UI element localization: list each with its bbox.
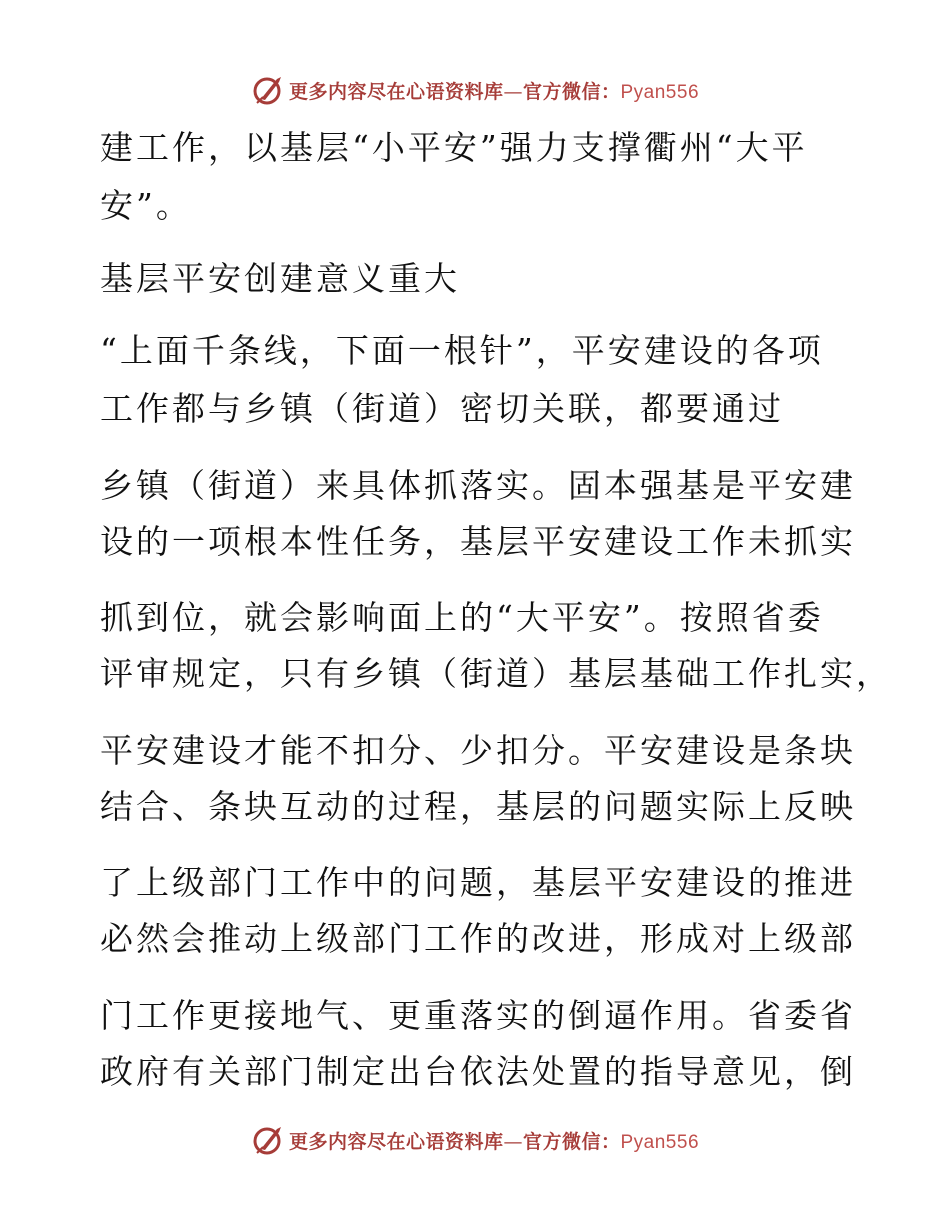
text-line: 建工作，以基层“小平安”强力支撑衢州“大平 [100, 128, 808, 167]
watermark-wechat-id: Pyan556 [620, 1131, 700, 1153]
quill-logo-icon [251, 1123, 285, 1157]
watermark-dash: — [503, 80, 523, 103]
text-line: 门工作更接地气、更重落实的倒逼作用。省委省 [100, 996, 856, 1035]
text-line: 结合、条块互动的过程，基层的问题实际上反映 [100, 787, 856, 826]
text-line: “上面千条线，下面一根针”，平安建设的各项 [100, 331, 824, 370]
text-line: 安”。 [100, 186, 192, 225]
text-line: 工作都与乡镇（街道）密切关联，都要通过 [100, 389, 784, 428]
watermark-label: 官方微信： [522, 1130, 621, 1153]
text-line: 设的一项根本性任务，基层平安建设工作未抓实 [100, 522, 856, 561]
text-line: 评审规定，只有乡镇（街道）基层基础工作扎实， [100, 654, 892, 693]
watermark-title: 更多内容尽在心语资料库 [288, 1130, 504, 1153]
header-watermark [0, 72, 950, 108]
section-heading: 基层平安创建意义重大 [100, 259, 460, 298]
text-line: 乡镇（街道）来具体抓落实。固本强基是平安建 [100, 466, 856, 505]
watermark-dash: — [503, 1130, 523, 1153]
text-line: 抓到位，就会影响面上的“大平安”。按照省委 [100, 598, 824, 637]
watermark-label: 官方微信： [522, 80, 621, 103]
watermark-title: 更多内容尽在心语资料库 [288, 80, 504, 103]
quill-logo-icon [251, 73, 285, 107]
text-line: 了上级部门工作中的问题，基层平安建设的推进 [100, 863, 856, 902]
text-line: 必然会推动上级部门工作的改进，形成对上级部 [100, 919, 856, 958]
watermark-text [289, 77, 699, 104]
text-line: 政府有关部门制定出台依法处置的指导意见，倒 [100, 1052, 856, 1091]
text-line: 平安建设才能不扣分、少扣分。平安建设是条块 [100, 731, 856, 770]
watermark-text [289, 1127, 699, 1154]
footer-watermark [0, 1122, 950, 1158]
watermark-wechat-id: Pyan556 [620, 81, 700, 103]
